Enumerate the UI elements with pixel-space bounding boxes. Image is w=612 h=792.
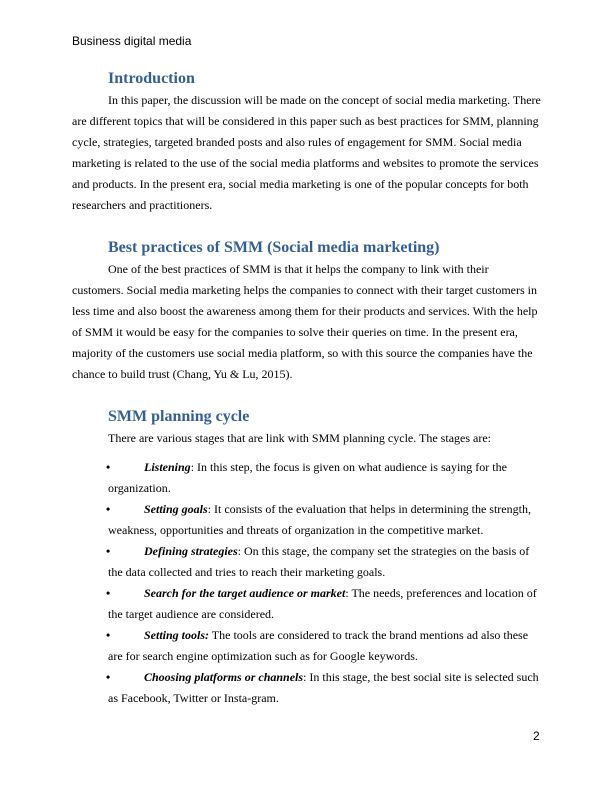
- section-best-practices: [72, 237, 542, 385]
- stage-description: : On this stage, the company set the strategies on the basis of the data collected and tries to reach their marketing goals.: [108, 544, 530, 579]
- section-planning-cycle: [72, 406, 542, 709]
- stage-description: The tools are considered to track the brand mentions ad also these are for search engine optimization such as for Google keywords.: [108, 628, 529, 663]
- stage-description: : In this step, the focus is given on what audience is saying for the organization.: [108, 460, 507, 495]
- section-heading: Best practices of SMM (Social media marketing): [108, 239, 440, 256]
- stage-term: Defining strategies: [144, 544, 238, 558]
- stage-term: Choosing platforms or channels: [144, 670, 304, 684]
- section-paragraph: One of the best practices of SMM is that it helps the company to link with their customers. Social media marketing helps the companies to connect with their target customers in less time and also boost the awareness among them for their products and services. With the help of SMM it would be easy for the companies to solve their queries on time. In the present era, majority of the customers use social media platform, so with this source the companies have the chance to build trust (Chang, Yu & Lu, 2015).: [72, 262, 538, 381]
- section-paragraph: There are various stages that are link with SMM planning cycle. The stages are:: [108, 431, 491, 445]
- bullet-icon: •: [106, 544, 111, 558]
- stage-description: : In this stage, the best social site is selected such as Facebook, Twitter or Insta-gram.: [108, 670, 539, 705]
- list-item: [108, 667, 542, 709]
- stage-description: : It consists of the evaluation that helps in determining the strength, weakness, opportunities and threats of organization in the competitive market.: [108, 502, 531, 537]
- running-header: Business digital media: [72, 34, 192, 48]
- list-item: [108, 583, 542, 625]
- list-item: [108, 457, 542, 499]
- list-item: [108, 625, 542, 667]
- stage-term: Listening: [144, 460, 191, 474]
- bullet-icon: •: [106, 460, 111, 474]
- section-heading: Introduction: [108, 70, 195, 87]
- bullet-icon: •: [106, 502, 111, 516]
- bullet-icon: •: [106, 586, 111, 600]
- bullet-icon: •: [106, 628, 111, 642]
- section-introduction: [72, 68, 542, 216]
- bullet-icon: •: [106, 670, 111, 684]
- stage-term: Search for the target audience or market: [144, 586, 346, 600]
- stages-list: [72, 457, 542, 709]
- page-number: 2: [533, 729, 540, 743]
- list-item: [108, 499, 542, 541]
- stage-term: Setting goals: [144, 502, 208, 516]
- page-content: [72, 68, 542, 730]
- stage-term: Setting tools:: [144, 628, 210, 642]
- stage-description: : The needs, preferences and location of the target audience are considered.: [108, 586, 537, 621]
- section-heading: SMM planning cycle: [108, 408, 250, 425]
- list-item: [108, 541, 542, 583]
- section-paragraph: In this paper, the discussion will be made on the concept of social media marketing. There are different topics that will be considered in this paper such as best practices for SMM, planning cycle, strategies, targeted branded posts and also rules of engagement for SMM. Social media marketing is related to the use of the social media platforms and websites to promote the services and products. In the present era, social media marketing is one of the popular concepts for both researchers and practitioners.: [72, 93, 541, 212]
